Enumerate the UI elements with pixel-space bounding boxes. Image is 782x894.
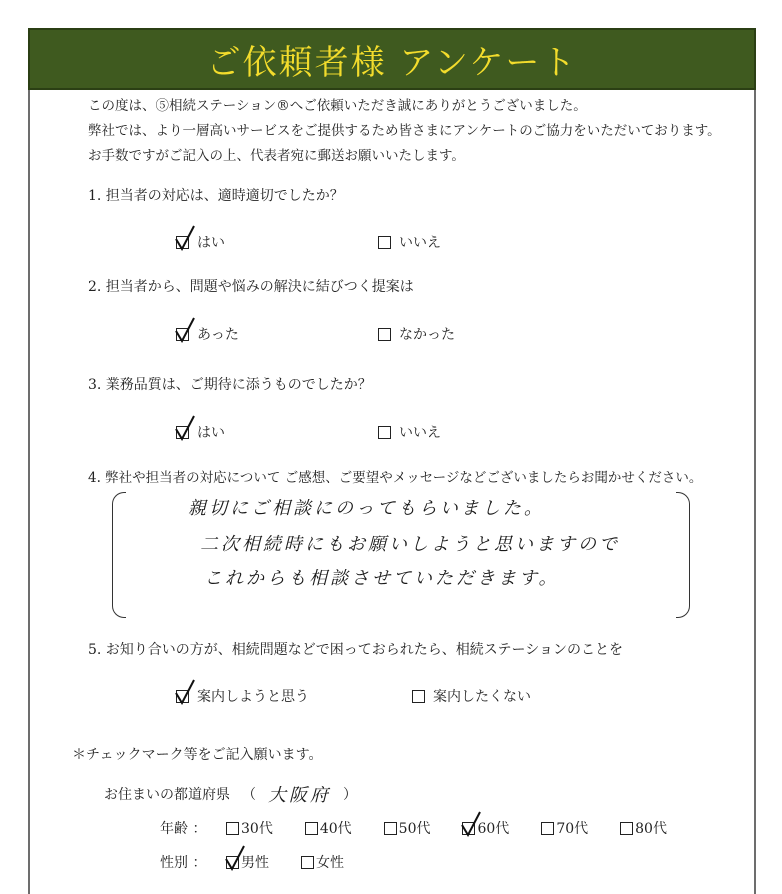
option-label: はい <box>197 425 225 441</box>
paren-close: ） <box>343 787 357 803</box>
gender-label: 性別 ： <box>160 855 207 871</box>
checkbox-checked[interactable] <box>176 690 189 703</box>
gender-row <box>160 852 376 872</box>
bracket-left <box>112 492 126 618</box>
age-option[interactable] <box>384 818 431 838</box>
age-option[interactable] <box>226 818 273 838</box>
age-option[interactable] <box>620 818 667 838</box>
q5-option-yes[interactable] <box>176 686 309 706</box>
option-label: 80代 <box>635 821 667 837</box>
checkbox-checked[interactable] <box>226 856 239 869</box>
checkbox-checked[interactable] <box>176 328 189 341</box>
option-label: なかった <box>399 327 455 343</box>
intro-text <box>88 94 721 169</box>
instruction-note: ＊チェックマーク等をご記入願います。 <box>72 747 323 763</box>
option-label: 50代 <box>398 821 431 837</box>
q1-option-yes[interactable] <box>176 232 225 252</box>
checkbox[interactable] <box>378 426 391 439</box>
checkbox-checked[interactable] <box>462 822 475 835</box>
intro-line: お手数ですがご記入の上、代表者宛に郵送お願いいたします。 <box>88 148 465 164</box>
option-label: いいえ <box>399 425 441 441</box>
checkbox[interactable] <box>378 236 391 249</box>
q5-option-no[interactable] <box>412 686 531 706</box>
question-3: 3. 業務品質は、ご期待に添うものでしたか？ <box>88 377 372 393</box>
checkbox[interactable] <box>384 822 397 835</box>
intro-line: この度は、⑤相続ステーション®へご依頼いただき誠にありがとうございました。 <box>88 98 587 114</box>
option-label: 案内したくない <box>433 689 531 705</box>
checkbox-checked[interactable] <box>176 426 189 439</box>
check-mark-icon <box>225 845 245 871</box>
question-1: 1. 担当者の対応は、適時適切でしたか？ <box>88 188 344 204</box>
prefecture-label: お住まいの都道府県 <box>104 787 230 803</box>
option-label: 案内しようと思う <box>197 689 309 705</box>
checkbox[interactable] <box>541 822 554 835</box>
option-label: はい <box>197 235 225 251</box>
q1-option-no[interactable] <box>378 232 441 252</box>
age-option[interactable] <box>305 818 352 838</box>
bracket-right <box>676 492 690 618</box>
q2-option-yes[interactable] <box>176 324 239 344</box>
paren-open: （ <box>242 787 256 803</box>
checkbox[interactable] <box>305 822 318 835</box>
option-label: 女性 <box>316 855 344 871</box>
age-option-selected[interactable] <box>462 818 509 838</box>
option-label: あった <box>197 327 239 343</box>
intro-line: 弊社では、より一層高いサービスをご提供するため皆さまにアンケートのご協力をいただいております。 <box>88 123 721 139</box>
sheet-border-left <box>28 90 30 894</box>
option-label: 30代 <box>241 821 273 837</box>
question-5: 5. お知り合いの方が、相続問題などで困っておられたら、相続ステーションのことを <box>88 642 623 658</box>
option-label: 男性 <box>241 855 269 871</box>
check-mark-icon <box>175 317 195 343</box>
gender-option-selected[interactable] <box>226 852 269 872</box>
option-label: 40代 <box>319 821 352 837</box>
sheet-border-right <box>754 90 756 894</box>
question-4: 4. 弊社や担当者の対応について ご感想、ご要望やメッセージなどございましたらお聞かせください。 <box>88 470 703 486</box>
comment-box[interactable] <box>112 492 690 618</box>
age-option[interactable] <box>541 818 588 838</box>
q3-option-no[interactable] <box>378 422 441 442</box>
handwritten-comment-line: これからも相談させていただきます。 <box>204 568 560 589</box>
q3-option-yes[interactable] <box>176 422 225 442</box>
checkbox[interactable] <box>378 328 391 341</box>
checkbox[interactable] <box>620 822 633 835</box>
prefecture-value: 大阪府 <box>268 785 331 806</box>
age-label: 年齢 ： <box>160 821 207 837</box>
option-label: 60代 <box>477 821 510 837</box>
page-title: ご依頼者様 アンケート <box>206 42 578 83</box>
check-mark-icon <box>175 225 195 251</box>
check-mark-icon <box>175 679 195 705</box>
option-label: 70代 <box>556 821 589 837</box>
age-row <box>160 818 699 838</box>
prefecture-field[interactable] <box>104 781 357 807</box>
checkbox[interactable] <box>301 856 314 869</box>
handwritten-comment-line: 親切にご相談にのってもらいました。 <box>188 498 545 519</box>
handwritten-comment-line: 二次相続時にもお願いしようと思いますので <box>200 534 620 555</box>
question-2: 2. 担当者から、問題や悩みの解決に結びつく提案は <box>88 279 414 295</box>
check-mark-icon <box>461 811 481 837</box>
option-label: いいえ <box>399 235 441 251</box>
gender-option[interactable] <box>301 852 344 872</box>
checkbox[interactable] <box>226 822 239 835</box>
checkbox[interactable] <box>412 690 425 703</box>
q2-option-no[interactable] <box>378 324 455 344</box>
checkbox-checked[interactable] <box>176 236 189 249</box>
survey-header <box>28 28 756 90</box>
check-mark-icon <box>175 415 195 441</box>
